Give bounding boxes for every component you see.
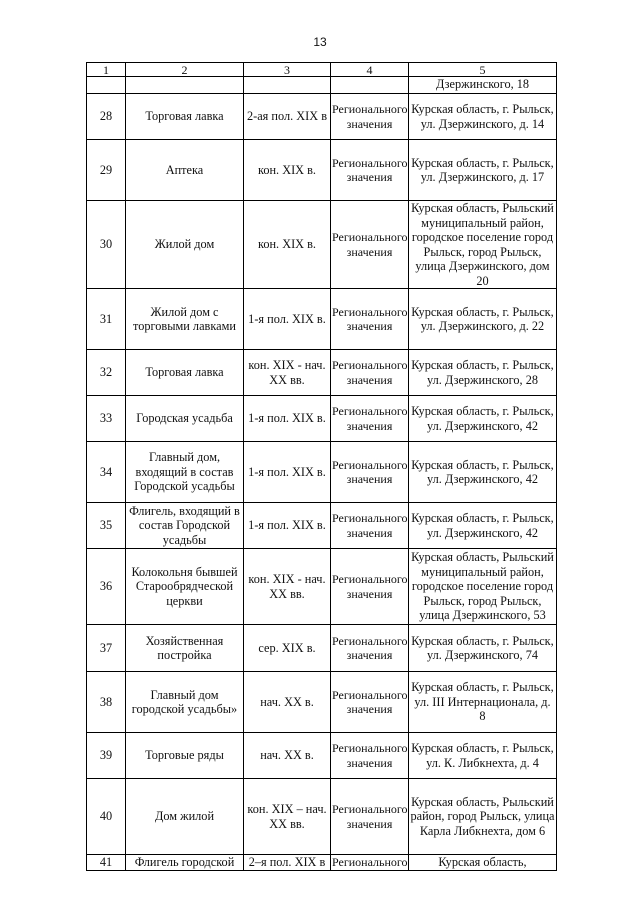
table-row: [87, 289, 557, 350]
object-name-cell: Городская усадьба: [126, 396, 244, 442]
table-row: [87, 779, 557, 855]
row-number-cell: 32: [87, 350, 126, 396]
address-cell: Курская область, Рыльский муниципальный район, городское поселение город Рыльск, город Рыльск, улица Дзержинского, 53: [409, 549, 557, 625]
category-cell: Регионального значения: [331, 733, 409, 779]
table-row: [87, 855, 557, 871]
table-row: [87, 140, 557, 201]
object-name-cell: Дом жилой: [126, 779, 244, 855]
object-name-cell: Торговая лавка: [126, 94, 244, 140]
date-cell: 1-я пол. XIX в.: [244, 503, 331, 549]
object-name-cell: Главный дом, входящий в состав Городской усадьбы: [126, 442, 244, 503]
category-cell: Регионального значения: [331, 289, 409, 350]
date-cell: 2–я пол. XIX в: [244, 855, 331, 871]
row-number-cell: 28: [87, 94, 126, 140]
table-row: [87, 201, 557, 289]
address-cell: Курская область, г. Рыльск, ул. К. Либкнехта, д. 4: [409, 733, 557, 779]
heritage-objects-table: [86, 62, 557, 871]
row-number-cell: 34: [87, 442, 126, 503]
row-number-cell: 40: [87, 779, 126, 855]
object-name-cell: Флигель городской: [126, 855, 244, 871]
row-number-cell: 37: [87, 625, 126, 672]
table-row: [87, 549, 557, 625]
category-cell: Регионального значения: [331, 672, 409, 733]
date-cell: 2-ая пол. XIX в: [244, 94, 331, 140]
category-cell: Регионального значения: [331, 201, 409, 289]
address-cell: Курская область, г. Рыльск, ул. III Интернационала, д. 8: [409, 672, 557, 733]
date-cell: нач. XX в.: [244, 733, 331, 779]
row-number-cell: 31: [87, 289, 126, 350]
row-number-cell: 35: [87, 503, 126, 549]
column-header: 3: [244, 63, 331, 77]
category-cell: Регионального значения: [331, 625, 409, 672]
address-cell: Курская область, г. Рыльск, ул. Дзержинского, 42: [409, 503, 557, 549]
category-cell: Регионального значения: [331, 140, 409, 201]
table-row: [87, 94, 557, 140]
column-header: 2: [126, 63, 244, 77]
date-cell: 1-я пол. XIX в.: [244, 396, 331, 442]
page-number: 13: [313, 35, 327, 49]
address-cell: Курская область, г. Рыльск, ул. Дзержинского, 42: [409, 396, 557, 442]
address-cell: Курская область, Рыльский муниципальный район, городское поселение город Рыльск, город Рыльск, улица Дзержинского, дом 20: [409, 201, 557, 289]
table-row: [87, 672, 557, 733]
address-cell: Курская область, г. Рыльск, ул. Дзержинского, 74: [409, 625, 557, 672]
row-number-cell: 38: [87, 672, 126, 733]
object-name-cell: Флигель, входящий в состав Городской усадьбы: [126, 503, 244, 549]
date-cell: сер. XIX в.: [244, 625, 331, 672]
address-cell: Курская область,: [409, 855, 557, 871]
category-cell: Регионального значения: [331, 396, 409, 442]
address-cell: Курская область, г. Рыльск, ул. Дзержинского, 28: [409, 350, 557, 396]
object-name-cell: Торговые ряды: [126, 733, 244, 779]
table-row: [87, 733, 557, 779]
row-number-cell: 33: [87, 396, 126, 442]
category-cell: Регионального значения: [331, 503, 409, 549]
category-cell: Регионального значения: [331, 350, 409, 396]
category-cell: Регионального значения: [331, 442, 409, 503]
date-cell: кон. XIX - нач. XX вв.: [244, 549, 331, 625]
column-header: 4: [331, 63, 409, 77]
category-cell: Регионального: [332, 855, 408, 870]
row-number-cell: 29: [87, 140, 126, 201]
object-name-cell: Главный дом городской усадьбы»: [126, 672, 244, 733]
table-row: [87, 396, 557, 442]
column-header: 1: [87, 63, 126, 77]
date-cell: кон. XIX в.: [244, 140, 331, 201]
row-number-cell: 39: [87, 733, 126, 779]
row-number-cell: 30: [87, 201, 126, 289]
continuation-row: [87, 77, 557, 94]
object-name-cell: Аптека: [126, 140, 244, 201]
category-cell: Регионального значения: [331, 94, 409, 140]
object-name-cell: Хозяйственная постройка: [126, 625, 244, 672]
table-row: [87, 442, 557, 503]
category-cell: Регионального значения: [331, 549, 409, 625]
row-number-cell: 36: [87, 549, 126, 625]
address-cell: Курская область, Рыльский район, город Рыльск, улица Карла Либкнехта, дом 6: [409, 779, 557, 855]
address-cell: Курская область, г. Рыльск, ул. Дзержинского, д. 17: [409, 140, 557, 201]
date-cell: кон. XIX - нач. XX вв.: [244, 350, 331, 396]
object-name-cell: Колокольня бывшей Старообрядческой церкви: [126, 549, 244, 625]
header-row: [87, 63, 557, 77]
address-cell: Дзержинского, 18: [409, 77, 557, 94]
address-cell: Курская область, г. Рыльск, ул. Дзержинского, 42: [409, 442, 557, 503]
table-row: [87, 350, 557, 396]
row-number-cell: 41: [87, 855, 126, 871]
object-name-cell: Жилой дом: [126, 201, 244, 289]
column-header: 5: [409, 63, 557, 77]
date-cell: 1-я пол. XIX в.: [244, 289, 331, 350]
address-cell: Курская область, г. Рыльск, ул. Дзержинского, д. 14: [409, 94, 557, 140]
date-cell: нач. XX в.: [244, 672, 331, 733]
address-cell: Курская область, г. Рыльск, ул. Дзержинского, д. 22: [409, 289, 557, 350]
date-cell: кон. XIX – нач. XX вв.: [244, 779, 331, 855]
category-cell: Регионального значения: [331, 779, 409, 855]
object-name-cell: Торговая лавка: [126, 350, 244, 396]
table-row: [87, 625, 557, 672]
object-name-cell: Жилой дом с торговыми лавками: [126, 289, 244, 350]
table-row: [87, 503, 557, 549]
date-cell: кон. XIX в.: [244, 201, 331, 289]
date-cell: 1-я пол. XIX в.: [244, 442, 331, 503]
